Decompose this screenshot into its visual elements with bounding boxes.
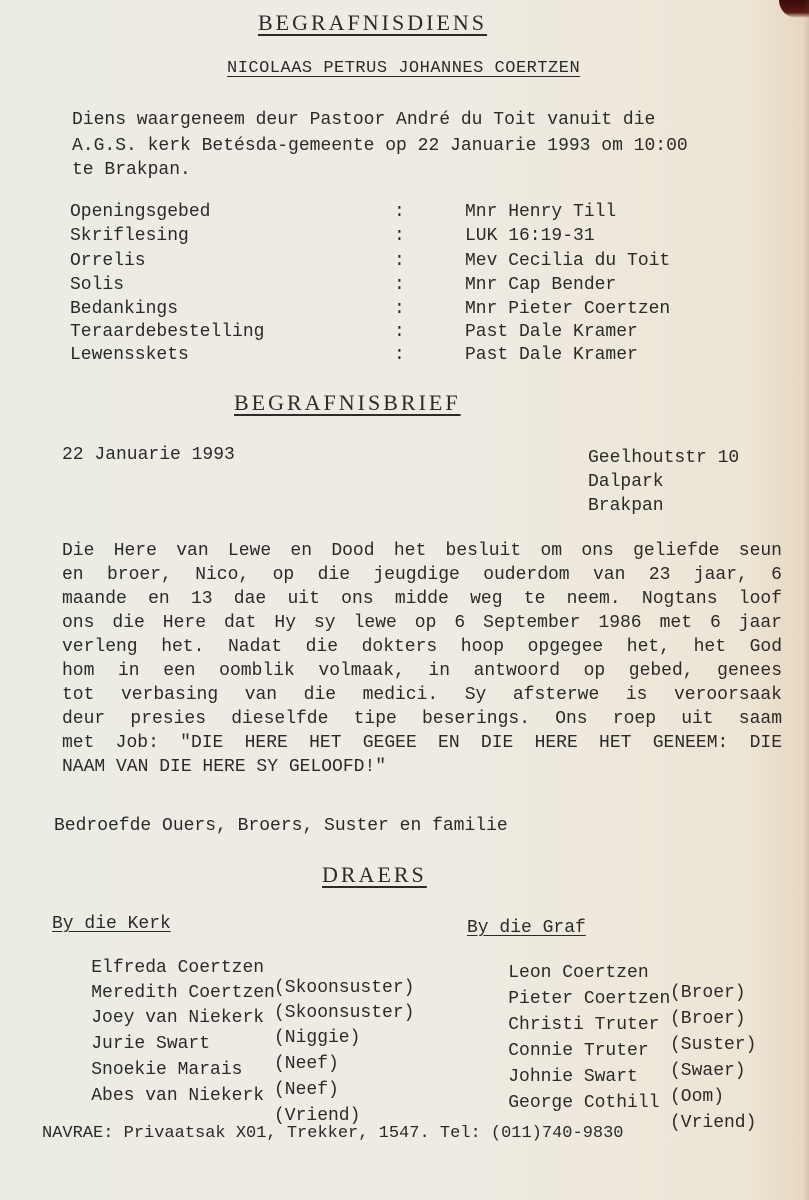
program-separator: : (394, 226, 405, 246)
letter-body-line: en broer, Nico, op die jeugdige ouderdom van 23 jaar, 6 (62, 565, 782, 585)
program-role: Openingsgebed (70, 202, 211, 222)
program-row (70, 345, 720, 369)
carrier-name: Abes van Niekerk (91, 1086, 265, 1106)
program-role: Orrelis (70, 251, 146, 271)
service-intro-line: A.G.S. kerk Betésda-gemeente op 22 Januarie 1993 om 10:00 (72, 136, 688, 156)
letter-title: BEGRAFNISBRIEF (234, 390, 461, 415)
letter-address-line: Geelhoutstr 10 (588, 448, 740, 468)
carrier-relation: (Vriend) (274, 1106, 361, 1126)
program-person: Mnr Pieter Coertzen (465, 299, 671, 319)
carrier-relation: (Skoonsuster) (274, 978, 415, 998)
program-person: LUK 16:19-31 (465, 226, 595, 246)
letter-body-line: hom in een oomblik volmaak, in antwoord op gebed, genees (62, 661, 782, 681)
program-separator: : (394, 275, 405, 295)
program-separator: : (394, 202, 405, 222)
carrier-name: Jurie Swart (91, 1034, 211, 1054)
service-intro-line: Diens waargeneem deur Pastoor André du Toit vanuit die (72, 110, 656, 130)
program-role: Solis (70, 275, 125, 295)
carrier-name: Snoekie Marais (91, 1060, 243, 1080)
carrier-relation: (Broer) (670, 1009, 746, 1029)
deceased-name: NICOLAAS PETRUS JOHANNES COERTZEN (227, 59, 581, 78)
letter-body-line: deur presies dieselfde tipe beserings. Ons roep uit saam (62, 709, 782, 729)
program-row (70, 251, 720, 275)
carrier-name: Johnie Swart (508, 1067, 638, 1087)
letter-address-line: Dalpark (588, 472, 664, 492)
program-person: Mnr Henry Till (465, 202, 617, 222)
carrier-relation: (Suster) (670, 1035, 757, 1055)
carrier-relation: (Skoonsuster) (274, 1003, 415, 1023)
letter-body-line: verleng het. Nadat die dokters hoop opgegee het, het God (62, 637, 782, 657)
letter-body-line: met Job: "DIE HERE HET GEGEE EN DIE HERE HET GENEEM: DIE (62, 733, 782, 753)
program-person: Past Dale Kramer (465, 322, 638, 342)
carrier-relation: (Broer) (670, 983, 746, 1003)
program-role: Lewensskets (70, 345, 189, 365)
program-separator: : (394, 251, 405, 271)
program-person: Mnr Cap Bender (465, 275, 617, 295)
carrier-name: Pieter Coertzen (508, 989, 671, 1009)
letter-date: 22 Januarie 1993 (62, 445, 235, 465)
letter-body-line: ons die Here dat Hy sy lewe op 6 September 1986 met 6 jaar (62, 613, 782, 633)
church-heading: By die Kerk (52, 914, 171, 934)
program-separator: : (394, 299, 405, 319)
carrier-relation: (Vriend) (670, 1113, 757, 1133)
program-person: Mev Cecilia du Toit (465, 251, 671, 271)
letter-address-line: Brakpan (588, 496, 664, 516)
carrier-relation: (Niggie) (274, 1028, 361, 1048)
program-role: Bedankings (70, 299, 179, 319)
letter-body-line: NAAM VAN DIE HERE SY GELOOFD!" (62, 757, 387, 777)
inquiries-footer: NAVRAE: Privaatsak X01, Trekker, 1547. Tel: (011)740-9830 (42, 1124, 624, 1143)
program-person: Past Dale Kramer (465, 345, 638, 365)
program-separator: : (394, 322, 405, 342)
program-row (70, 322, 720, 346)
letter-body-line: maande en 13 dae uit ons midde weg te neem. Nogtans loof (62, 589, 782, 609)
program-row (70, 202, 720, 226)
carriers-title: DRAERS (322, 862, 427, 887)
program-row (70, 299, 720, 323)
program-row (70, 275, 720, 299)
carrier-name: George Cothill (508, 1093, 660, 1113)
program-role: Teraardebestelling (70, 322, 265, 342)
carrier-name: Christi Truter (508, 1015, 660, 1035)
carrier-name: Connie Truter (508, 1041, 649, 1061)
carrier-name: Elfreda Coertzen (91, 958, 265, 978)
carrier-relation: (Neef) (274, 1054, 339, 1074)
letter-body-line: Die Here van Lewe en Dood het besluit om ons geliefde seun (62, 541, 782, 561)
program-separator: : (394, 345, 405, 365)
service-title: BEGRAFNISDIENS (258, 10, 488, 35)
carrier-name: Meredith Coertzen (91, 983, 275, 1003)
carrier-relation: (Neef) (274, 1080, 339, 1100)
letter-body-line: tot verbasing van die medici. Sy afsterwe is veroorsaak (62, 685, 782, 705)
carrier-relation: (Oom) (670, 1087, 725, 1107)
letter-signature: Bedroefde Ouers, Broers, Suster en familie (54, 816, 508, 836)
page-edge (803, 0, 809, 1200)
carrier-name: Joey van Niekerk (91, 1008, 265, 1028)
program-role: Skriflesing (70, 226, 189, 246)
program-row (70, 226, 720, 250)
carrier-name: Leon Coertzen (508, 963, 649, 983)
grave-heading: By die Graf (467, 918, 586, 938)
carrier-relation: (Swaer) (670, 1061, 746, 1081)
service-intro-line: te Brakpan. (72, 160, 191, 180)
